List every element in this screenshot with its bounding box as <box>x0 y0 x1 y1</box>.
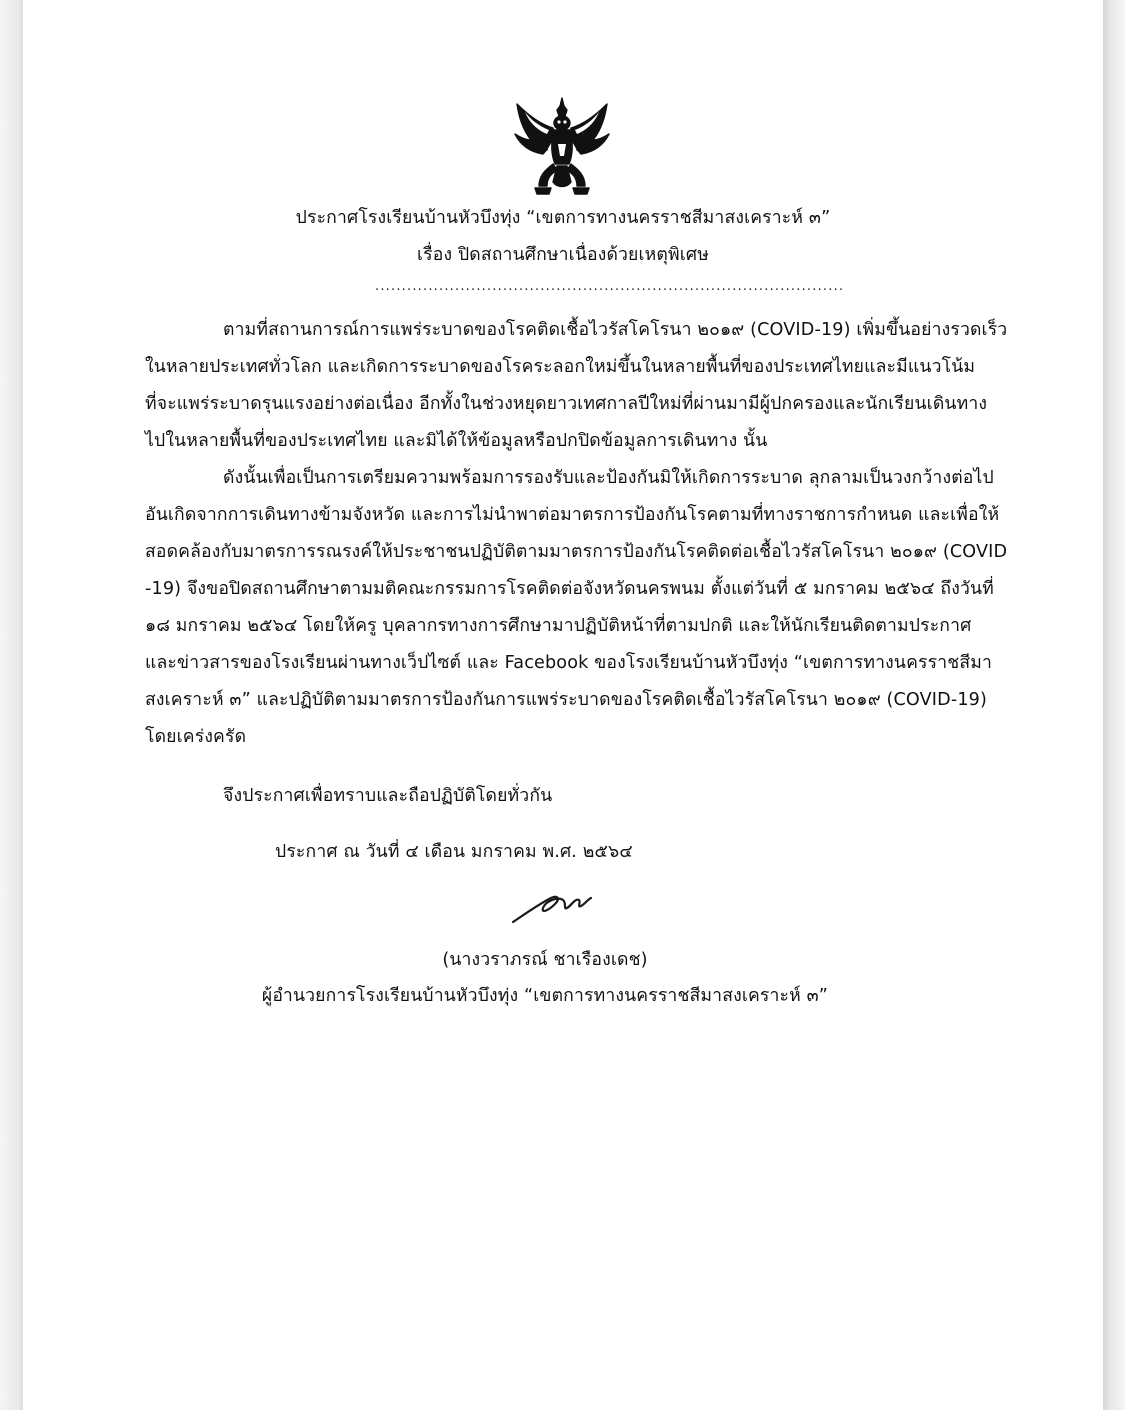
garuda-emblem-icon <box>509 96 615 200</box>
body-line: ในหลายประเทศทั่วโลก และเกิดการระบาดของโรคระลอกใหม่ขึ้นในหลายพื้นที่ของประเทศไทยและมีแนวโน้ม <box>145 357 976 377</box>
body-line: สงเคราะห์ ๓” และปฏิบัติตามมาตรการป้องกันการแพร่ระบาดของโรคติดเชื้อไวรัสโคโรนา ๒๐๑๙ (COVID-19) <box>145 690 988 710</box>
body-line: ดังนั้นเพื่อเป็นการเตรียมความพร้อมการรองรับและป้องกันมิให้เกิดการระบาด ลุกลามเป็นวงกว้างต่อไป <box>223 468 994 488</box>
body-line: ที่จะแพร่ระบาดรุนแรงอย่างต่อเนื่อง อีกทั้งในช่วงหยุดยาวเทศกาลปีใหม่ที่ผ่านมามีผู้ปกครองและนักเรียนเดินทาง <box>145 394 988 414</box>
closing-statement: จึงประกาศเพื่อทราบและถือปฏิบัติโดยทั่วกัน <box>223 786 553 806</box>
announcement-date: ประกาศ ณ วันที่ ๔ เดือน มกราคม พ.ศ. ๒๕๖๔ <box>275 842 633 862</box>
body-line: อันเกิดจากการเดินทางข้ามจังหวัด และการไม่นำพาต่อมาตรการป้องกันโรคตามที่ทางราชการกำหนด และเพื่อให้ <box>145 505 1000 525</box>
left-border <box>0 0 23 1410</box>
body-line: ตามที่สถานการณ์การแพร่ระบาดของโรคติดเชื้อไวรัสโคโรนา ๒๐๑๙ (COVID-19) เพิ่มขึ้นอย่างรวดเร็ว <box>223 320 1008 340</box>
announcement-subject: เรื่อง ปิดสถานศึกษาเนื่องด้วยเหตุพิเศษ <box>417 245 709 265</box>
announcement-title: ประกาศโรงเรียนบ้านหัวบึงทุ่ง “เขตการทางนครราชสีมาสงเคราะห์ ๓” <box>295 208 831 228</box>
body-line: ๑๘ มกราคม ๒๕๖๔ โดยให้ครู บุคลากรทางการศึกษามาปฏิบัติหน้าที่ตามปกติ และให้นักเรียนติดตามประกาศ <box>145 616 972 636</box>
body-line: ไปในหลายพื้นที่ของประเทศไทย และมิได้ให้ข้อมูลหรือปกปิดข้อมูลการเดินทาง นั้น <box>145 431 768 451</box>
body-line: -19) จึงขอปิดสถานศึกษาตามมติคณะกรรมการโรคติดต่อจังหวัดนครพนม ตั้งแต่วันที่ ๕ มกราคม ๒๕๖๔ ถึงวันที่ <box>145 579 994 599</box>
signer-title: ผู้อำนวยการโรงเรียนบ้านหัวบึงทุ่ง “เขตการทางนครราชสีมาสงเคราะห์ ๓” <box>261 986 829 1006</box>
title-separator: ........................................................................................ <box>375 279 845 294</box>
body-line: สอดคล้องกับมาตรการรณรงค์ให้ประชาชนปฏิบัติตามมาตรการป้องกันโรคติดต่อเชื้อไวรัสโคโรนา ๒๐๑๙ (COVID <box>145 542 1008 562</box>
right-border <box>1103 0 1125 1410</box>
body-line: โดยเคร่งครัด <box>145 727 247 747</box>
signature-icon <box>505 886 605 936</box>
signer-name: (นางวราภรณ์ ชาเรืองเดช) <box>442 950 648 970</box>
body-line: และข่าวสารของโรงเรียนผ่านทางเว็ปไซต์ และ Facebook ของโรงเรียนบ้านหัวบึงทุ่ง “เขตการทางนครราชสีมา <box>145 653 992 673</box>
document-page <box>23 0 1103 1410</box>
